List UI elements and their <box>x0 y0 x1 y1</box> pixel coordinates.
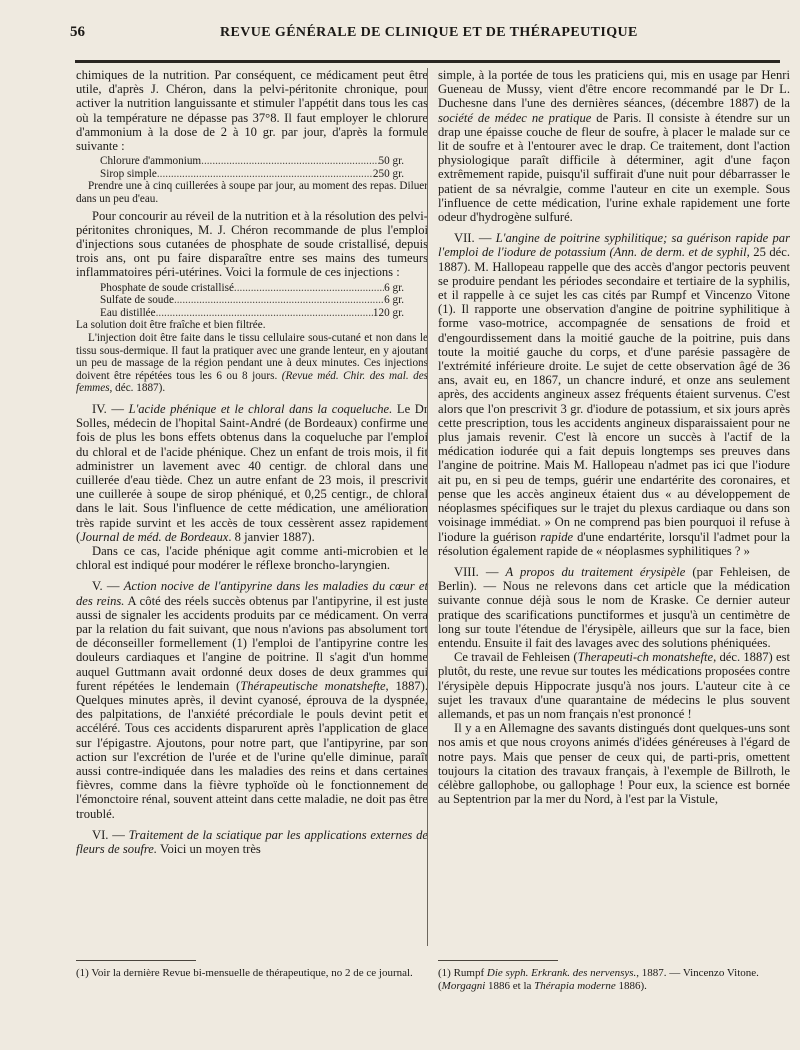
header-rule <box>75 60 780 63</box>
formula-note <box>76 332 428 395</box>
paragraph: Il y a en Allemagne des savants distingués dont quelques-uns sont nos amis et que nous croyons animés d'idées généreuses à l'égard de notre pays. Mais que penser de ceux qui, de parti-pris, omettent toujours la citation des travaux français, à l'exemple de Billroth, le célèbre gallophobe, ou gallophage ! Pour eux, la science est bornée au Septentrion par la mer du Nord, à l'est par la Vistule, <box>438 721 790 807</box>
ingredient-quantity: 6 gr. <box>384 281 404 294</box>
formula-note-text: L'injection doit être faite dans le tissu cellulaire sous-cutané et non dans le tissu sous-dermique. Il faut la pratiquer avec une grande lenteur, en y ajoutant un peu de massage de la région pendant une à deux minutes. Ces injections doivent être répétées tous les 6 ou 8 jours. <box>76 331 428 382</box>
paragraph-text: Ce travail de Fehleisen ( <box>454 650 578 665</box>
section-text: d'une endartérite, lorsqu'il l'admet pour la résolution également rapide de « néoplasmes syphilitiques ? » <box>438 529 790 558</box>
right-column <box>438 68 790 806</box>
journal-name: Therapeuti-ch monatshefte <box>577 650 714 665</box>
ingredient-quantity: 50 gr. <box>378 155 404 168</box>
paragraph: Dans ce cas, l'acide phénique agit comme anti-microbien et le chloral est indiqué pour modérer le réflexe broncho-laryngien. <box>76 543 428 573</box>
journal-date: 25 déc. 1887). <box>438 245 790 274</box>
ingredient-quantity: 6 gr. <box>384 294 404 307</box>
footnote-text: (1) Rumpf <box>438 967 487 979</box>
section-title: A propos du traitement érysipèle <box>505 564 686 579</box>
section-text: (par Fehleisen, de Berlin). — Nous ne relevons dans cet article que la médication suivante connue déjà sous le nom de Kraske. Ce dernier auteur pratique des scarifications punctiformes et jusqu'à un centimètre de long sur toute l'étendue de l'érysipèle, ailleurs que sur la face, bien entendu. Ensuite il fait des lavages avec des solutions phéniquées. <box>438 564 790 650</box>
leader-dots <box>156 307 373 320</box>
formula-row <box>76 307 428 320</box>
section-number: VIII. — <box>454 564 499 579</box>
section-text: Voici un moyen très <box>159 842 261 857</box>
section-vi <box>76 828 428 856</box>
section-number: VII. — <box>454 231 492 246</box>
paragraph-text: de Paris. Il consiste à étendre sur un drap une épaisse couche de fleur de soufre, à placer le malade sur ce lit de soufre et à l'entourer avec le drap. Ce traitement, dont l'action physiologique paraît difficile à déterminer, agit d'une façon extrêmement rapide, puisqu'il suffirait d'une nuit pour débarrasser le patient de sa névralgie, comme l'auteur en cite un exemple. Sous l'influence de cette médication, l'urine exhale rapidement une forte odeur d'hydrogène sulfuré. <box>438 110 790 225</box>
section-number: VI. — <box>92 827 125 842</box>
leader-dots <box>201 155 378 168</box>
section-title: Traitement de la sciatique par les applications externes de fleurs de soufre. <box>76 827 428 857</box>
running-header <box>70 24 780 44</box>
formula-ammonium <box>76 155 428 205</box>
footnote-left: (1) Voir la dernière Revue bi-mensuelle de thérapeutique, no 2 de ce journal. <box>76 967 413 979</box>
section-text: M. Hallopeau rappelle que des accès d'angor pectoris peuvent se produire pendant les périodes secondaire et tertiaire de la syphilis, et il rappelle à ce sujet les cas cités par Rumpf et Vincenzo Vitone (1). Il rapporte une observation d'angine de poitrine syphilitique à forme vaso-motrice, accompagnée de sensations de froid et d'engourdissement dans la moitié gauche de la poitrine, puis dans toute la moitié gauche du corps, et d'une parésie passagère de l'extrémité inférieure droite. Le sujet de cette observation âgé de 36 ans, avait eu, en 1867, un chancre induré, et onze ans seulement après, des accidents angineux assez fréquents étaient survenus. C'est alors que l'on prescrivit 3 gr. d'iodure de potassium, et six jours après cette prescription, tous les accidents angineux disparaissaient pour ne plus jamais revenir. C'est là encore un succès à l'actif de la médication iodurée qui a fait depuis longtemps ses preuves dans l'angine de poitrine. Mais M. Hallopeau n'admet pas ici que l'iodure ait pu, en si peu de temps, guérir une endartérite des coronaires, et pense que les accès angineux étaient dus « au développement de néoplasmes spécifiques sur le trajet du plexus cardiaque ou dans son voisinage immédiat. » On ne comprend pas bien pourquoi il refuse à l'iodure la guérison <box>438 259 790 544</box>
paragraph-text: , déc. 1887) est plutôt, du reste, une revue sur toutes les médications proposées contre l'érysipèle depuis Hippocrate jusqu'à nos jours. L'auteur cite à ce sujet les travaux d'une quarantaine de médecins le plus souvent allemands, et pas un nom français n'est prononcé ! <box>438 650 791 721</box>
formula-note: Prendre une à cinq cuillerées à soupe par jour, au moment des repas. Diluer dans un peu d'eau. <box>76 180 428 205</box>
footnote-title: Die syph. Erkrank. des nervensys. <box>486 967 637 979</box>
section-text: A côté des réels succès obtenus par l'antipyrine, il est juste aussi de signaler les accidents produits par ce médicament. On verra par la relation du fait suivant, que nous n'avions pas absolument tort de déconseiller formellement (1) l'emploi de l'antipyrine contre les douleurs cardiaques et l'angine de poitrine. Il s'agit d'un homme auquel Guttmann avait ordonné deux doses de deux grammes qui furent répétées le lendemain ( <box>76 593 428 693</box>
journal-ref: (Ann. de derm. et de syphil, <box>609 245 750 260</box>
society-name: société de médec ne pratique <box>438 110 592 125</box>
journal-date: . 8 janvier 1887). <box>228 529 315 544</box>
ingredient-name: Sirop simple <box>100 167 157 180</box>
leader-dots <box>157 168 373 181</box>
footnote-text: 1886). <box>615 980 647 992</box>
page-number: 56 <box>70 24 85 40</box>
section-v <box>76 579 428 820</box>
ingredient-name: Phosphate de soude cristallisé <box>100 281 234 294</box>
section-text: , 1887). Quelques minutes après, il devint cyanosé, éprouva de la dyspnée, des palpitations, de l'anxiété précordiale le pouls devint petit et accéléré. Tous ces accidents disparurent après l'application de glace sur l'épigastre. Ajoutons, pour notre part, que l'antipyrine, par son action sur l'excrétion de l'urée et de l'urine qu'elle diminue, paraît aussi contre-indiquée dans les maladies des reins et dans certaines fièvres, comme dans la fièvre typhoïde où le fonctionnement de l'émonctoire rénal, souvent atteint dans cette maladie, ne doit pas être troublé. <box>76 678 429 821</box>
emphasis: rapide <box>540 529 574 544</box>
footnote-rule <box>76 960 196 961</box>
formula-row <box>76 282 428 295</box>
ingredient-name: Eau distillée <box>100 306 156 319</box>
source-journal: (Revue méd. Chir. des mal. des femmes, <box>76 369 429 395</box>
formula-row <box>76 168 428 181</box>
running-title: REVUE GÉNÉRALE DE CLINIQUE ET DE THÉRAPEUTIQUE <box>220 25 638 40</box>
leader-dots <box>174 294 384 307</box>
paragraph <box>438 650 790 721</box>
paragraph: chimiques de la nutrition. Par conséquent, ce médicament peut être utile, d'après J. Chéron, dans la pelvi-péritonite chronique, pour activer la nutrition languissante et stimuler l'appétit dans tous les cas où la température ne dépasse pas 37°8. Il faut employer le chlorure d'ammonium à la dose de 2 à 10 gr. par jour, d'après la formule suivante : <box>76 68 428 154</box>
footnote-text: , 1887. — Vincenzo Vitone. ( <box>438 967 759 992</box>
footnote-right <box>438 967 790 993</box>
footnote-rule <box>438 960 558 961</box>
paragraph <box>438 68 790 224</box>
journal-name: Thérapeutische monatshefte <box>240 678 386 693</box>
formula-row <box>76 155 428 168</box>
section-number: V. — <box>92 579 120 594</box>
section-title: Action nocive de l'antipyrine dans les maladies du cœur et des reins. <box>76 579 428 608</box>
footnote-title: Thérapia moderne <box>534 980 616 992</box>
section-title: L'acide phénique et le chloral dans la coqueluche. <box>128 401 393 416</box>
source-date: déc. 1887). <box>115 382 166 395</box>
column-divider <box>427 68 428 946</box>
footnote-title: Morgagni <box>441 980 486 992</box>
section-viii <box>438 565 790 650</box>
paragraph: Pour concourir au réveil de la nutrition et à la résolution des pelvi-péritonites chroniques, M. J. Chéron recommande de plus l'emploi d'injections sous cutanées de phosphate de soude cristallisé, depuis trois ans, ont pu faire disparaître entre ses mains des tumeurs inflammatoires péri-utérines. Voici la formule de ces injections : <box>76 208 428 280</box>
paragraph-text: simple, à la portée de tous les praticiens qui, mis en usage par Henri Gueneau de Mussy, vient d'être encore recommandé par le Dr L. Duchesne dans l'une des dernières séances, (décembre 1887) de la <box>438 68 790 111</box>
journal-name: Journal de méd. de Bordeaux <box>80 529 229 544</box>
leader-dots <box>234 282 384 295</box>
ingredient-name: Sulfate de soude <box>100 294 174 307</box>
section-number: IV. — <box>92 401 124 416</box>
section-vii <box>438 231 790 558</box>
formula-note: La solution doit être fraîche et bien filtrée. <box>76 319 266 332</box>
section-text: Le Dr Solles, médecin de l'hopital Saint-André (de Bordeaux) confirme une fois de plus les bons effets obtenus dans la coqueluche par l'emploi du chloral et de l'acide phénique. Chez un enfant de trois mois, il fit administrer un lavement avec 40 centigr. de chloral dans une cuillerée d'eau tiède. Chez un autre enfant de 23 mois, il prescrivit une cuillerée à soupe de sirop phéniqué, et 0,25 centigr., de chloral dans le lait. Sous l'influence de cette médication, une amélioration très rapide survint et les accès de toux cessèrent assez rapidement ( <box>76 401 429 544</box>
section-iv <box>76 402 428 544</box>
footnote-text: 1886 et la <box>485 980 535 992</box>
left-column <box>76 68 428 856</box>
section-title: L'angine de poitrine syphilitique; sa guérison rapide par l'emploi de l'iodure de potassium <box>438 231 791 260</box>
ingredient-quantity: 250 gr. <box>372 167 404 180</box>
formula-row <box>76 294 428 307</box>
ingredient-name: Chlorure d'ammonium <box>100 155 202 168</box>
formula-injection <box>76 282 428 395</box>
ingredient-quantity: 120 gr. <box>372 306 404 319</box>
